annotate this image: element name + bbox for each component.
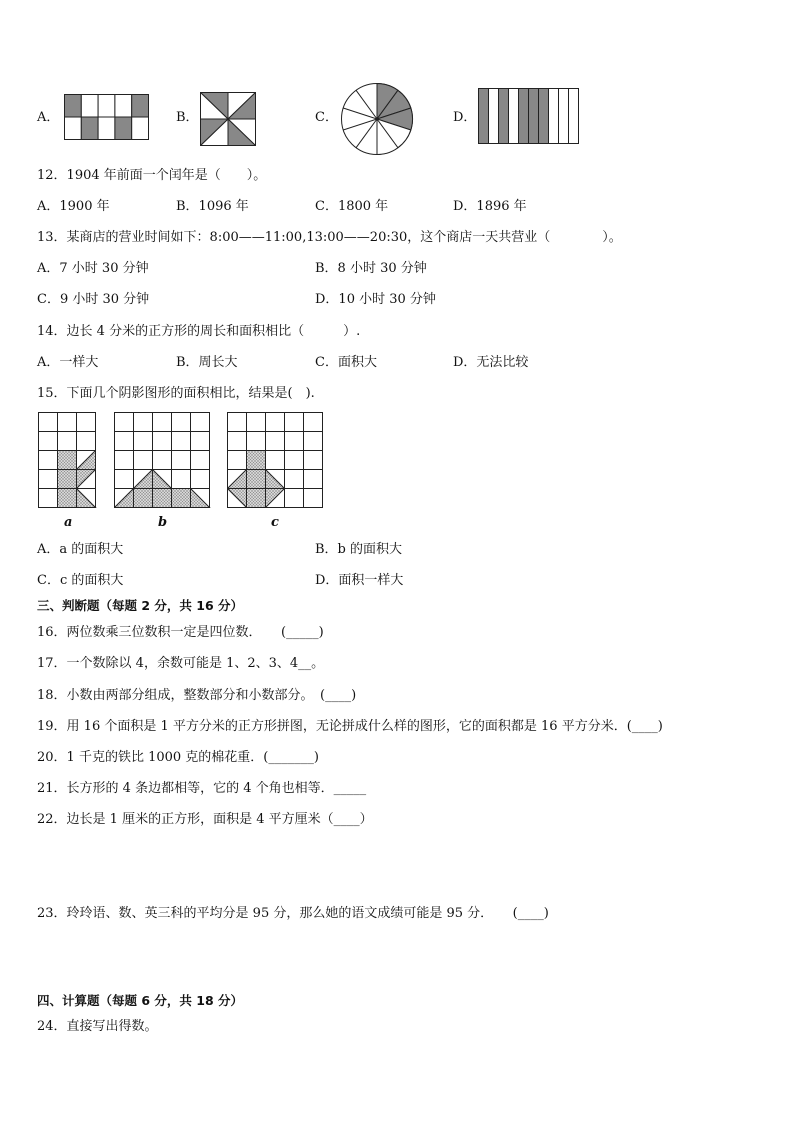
q12-option-d: D．1896 年 [453,199,527,214]
q13-stem: 13．某商店的营业时间如下：8:00——11:00,13:00——20:30，这个商店一天共营业（ ）。 [37,230,622,245]
q15-grid-c [227,412,325,508]
q14-option-a: A．一样大 [37,355,99,370]
q15-option-d: D．面积一样大 [315,573,404,588]
q17: 17．一个数除以 4，余数可能是 1、2、3、4__。 [37,656,325,671]
q13-option-c: C．9 小时 30 分钟 [37,292,150,307]
q15-stem: 15．下面几个阴影图形的面积相比，结果是( ). [37,386,315,401]
q11-figure-c [340,82,414,156]
q15-option-b: B．b 的面积大 [315,542,403,557]
q19: 19．用 16 个面积是 1 平方分米的正方形拼图，无论拼成什么样的图形，它的面积都是 16 平方分米．(____) [37,719,663,734]
q13-option-b: B．8 小时 30 分钟 [315,261,427,276]
q11-option-a-label: A． [37,110,60,125]
q16: 16．两位数乘三位数积一定是四位数． (_____) [37,625,324,640]
q21: 21．长方形的 4 条边都相等，它的 4 个角也相等．_____ [37,781,367,796]
q23: 23．玲玲语、数、英三科的平均分是 95 分，那么她的语文成绩可能是 95 分． (____) [37,906,549,921]
q18: 18．小数由两部分组成，整数部分和小数部分。 (____) [37,688,357,703]
q12-option-c: C．1800 年 [315,199,389,214]
q12-option-a: A．1900 年 [37,199,110,214]
q11-figure-b [200,92,256,146]
q13-option-a: A．7 小时 30 分钟 [37,261,149,276]
q15-figure-label-c: c [271,515,279,530]
q15-figure-label-a: a [64,515,73,530]
q12-option-b: B．1096 年 [176,199,249,214]
q20: 20．1 千克的铁比 1000 克的棉花重．(_______) [37,750,319,765]
q14-option-b: B．周长大 [176,355,238,370]
q11-option-b-label: B． [176,110,199,125]
q14-option-c: C．面积大 [315,355,377,370]
q15-grid-b [114,412,212,508]
q12-stem: 12．1904 年前面一个闰年是（ ）。 [37,168,267,183]
section-4-title: 四、计算题（每题 6 分，共 18 分） [37,993,244,1008]
q13-option-d: D．10 小时 30 分钟 [315,292,436,307]
q15-figure-label-b: b [158,515,168,530]
q14-option-d: D．无法比较 [453,355,529,370]
q11-option-c-label: C． [315,110,338,125]
q14-stem: 14．边长 4 分米的正方形的周长和面积相比（ ）. [37,324,361,339]
q15-option-a: A．a 的面积大 [37,542,124,557]
q11-option-d-label: D． [453,110,477,125]
q15-grid-a [38,412,98,508]
q24-stem: 24．直接写出得数。 [37,1019,158,1034]
q15-option-c: C．c 的面积大 [37,573,124,588]
q11-figure-d [478,88,579,144]
q22: 22．边长是 1 厘米的正方形，面积是 4 平方厘米（____） [37,812,373,827]
q11-figure-a [64,94,149,140]
section-3-title: 三、判断题（每题 2 分，共 16 分） [37,598,244,613]
